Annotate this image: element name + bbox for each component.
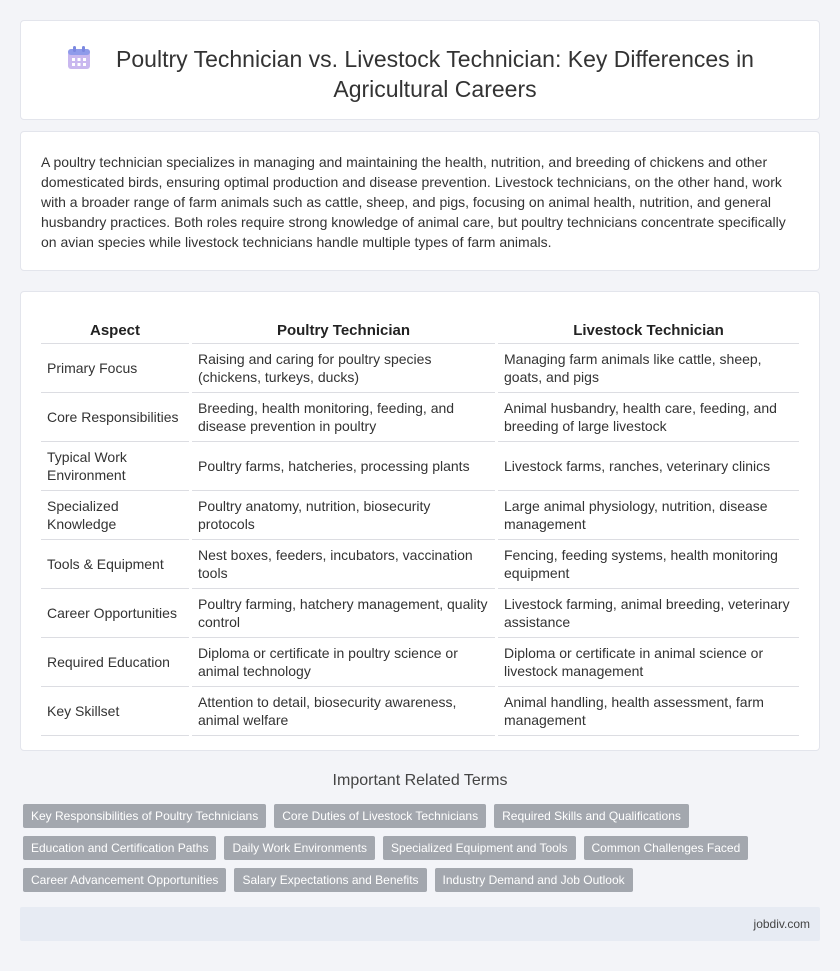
intro-paragraph: A poultry technician specializes in managing and maintaining the health, nutrition, and breeding of chickens and other domesticated birds, ensuring optimal production and disease prevention. Livestock technicians, on the other hand, work with a broader range of farm animals such as cattle, sheep, and pigs, focusing on animal health, nutrition, and general husbandry practices. Both roles require strong knowledge of animal care, but poultry technicians concentrate specifically on avian species while livestock technicians handle multiple types of farm animals. bbox=[41, 154, 786, 250]
related-term-tag[interactable]: Education and Certification Paths bbox=[23, 836, 216, 860]
table-row bbox=[41, 344, 799, 393]
poultry-cell: Attention to detail, biosecurity awareness, animal welfare bbox=[192, 687, 495, 736]
footer bbox=[20, 907, 820, 941]
header-aspect: Aspect bbox=[41, 312, 189, 344]
livestock-cell: Fencing, feeding systems, health monitoring equipment bbox=[498, 540, 799, 589]
table-row bbox=[41, 442, 799, 491]
related-term-tag[interactable]: Required Skills and Qualifications bbox=[494, 804, 689, 828]
livestock-cell: Livestock farming, animal breeding, veterinary assistance bbox=[498, 589, 799, 638]
footer-site-link[interactable]: jobdiv.com bbox=[753, 917, 810, 931]
intro-card bbox=[20, 131, 820, 271]
aspect-cell: Core Responsibilities bbox=[41, 393, 189, 442]
poultry-cell: Raising and caring for poultry species (chickens, turkeys, ducks) bbox=[192, 344, 495, 393]
livestock-cell: Large animal physiology, nutrition, disease management bbox=[498, 491, 799, 540]
livestock-cell: Animal husbandry, health care, feeding, and breeding of large livestock bbox=[498, 393, 799, 442]
related-term-tag[interactable]: Specialized Equipment and Tools bbox=[383, 836, 576, 860]
table-row bbox=[41, 638, 799, 687]
aspect-cell: Tools & Equipment bbox=[41, 540, 189, 589]
aspect-cell: Typical Work Environment bbox=[41, 442, 189, 491]
table-row bbox=[41, 540, 799, 589]
poultry-cell: Poultry anatomy, nutrition, biosecurity protocols bbox=[192, 491, 495, 540]
table-row bbox=[41, 589, 799, 638]
aspect-cell: Key Skillset bbox=[41, 687, 189, 736]
table-header-row bbox=[41, 312, 799, 344]
aspect-cell: Specialized Knowledge bbox=[41, 491, 189, 540]
poultry-cell: Diploma or certificate in poultry science or animal technology bbox=[192, 638, 495, 687]
related-term-tag[interactable]: Core Duties of Livestock Technicians bbox=[274, 804, 486, 828]
related-term-tag[interactable]: Key Responsibilities of Poultry Technicians bbox=[23, 804, 266, 828]
table-row bbox=[41, 491, 799, 540]
title-card bbox=[20, 20, 820, 120]
aspect-cell: Career Opportunities bbox=[41, 589, 189, 638]
header-poultry: Poultry Technician bbox=[192, 312, 495, 344]
header-livestock: Livestock Technician bbox=[498, 312, 799, 344]
related-terms-list bbox=[23, 804, 803, 900]
comparison-table bbox=[38, 312, 802, 736]
livestock-cell: Managing farm animals like cattle, sheep, goats, and pigs bbox=[498, 344, 799, 393]
livestock-cell: Livestock farms, ranches, veterinary clinics bbox=[498, 442, 799, 491]
related-term-tag[interactable]: Career Advancement Opportunities bbox=[23, 868, 226, 892]
poultry-cell: Nest boxes, feeders, incubators, vaccination tools bbox=[192, 540, 495, 589]
poultry-cell: Breeding, health monitoring, feeding, and disease prevention in poultry bbox=[192, 393, 495, 442]
poultry-cell: Poultry farms, hatcheries, processing plants bbox=[192, 442, 495, 491]
related-term-tag[interactable]: Industry Demand and Job Outlook bbox=[435, 868, 633, 892]
poultry-cell: Poultry farming, hatchery management, quality control bbox=[192, 589, 495, 638]
related-term-tag[interactable]: Salary Expectations and Benefits bbox=[234, 868, 426, 892]
related-term-tag[interactable]: Daily Work Environments bbox=[224, 836, 374, 860]
related-term-tag[interactable]: Common Challenges Faced bbox=[584, 836, 749, 860]
livestock-cell: Animal handling, health assessment, farm management bbox=[498, 687, 799, 736]
page-title: Poultry Technician vs. Livestock Technician: Key Differences in Agricultural Careers bbox=[116, 46, 754, 102]
table-row bbox=[41, 687, 799, 736]
related-terms-title: Important Related Terms bbox=[332, 772, 508, 789]
comparison-card bbox=[20, 291, 820, 751]
livestock-cell: Diploma or certificate in animal science or livestock management bbox=[498, 638, 799, 687]
table-row bbox=[41, 393, 799, 442]
aspect-cell: Required Education bbox=[41, 638, 189, 687]
aspect-cell: Primary Focus bbox=[41, 344, 189, 393]
